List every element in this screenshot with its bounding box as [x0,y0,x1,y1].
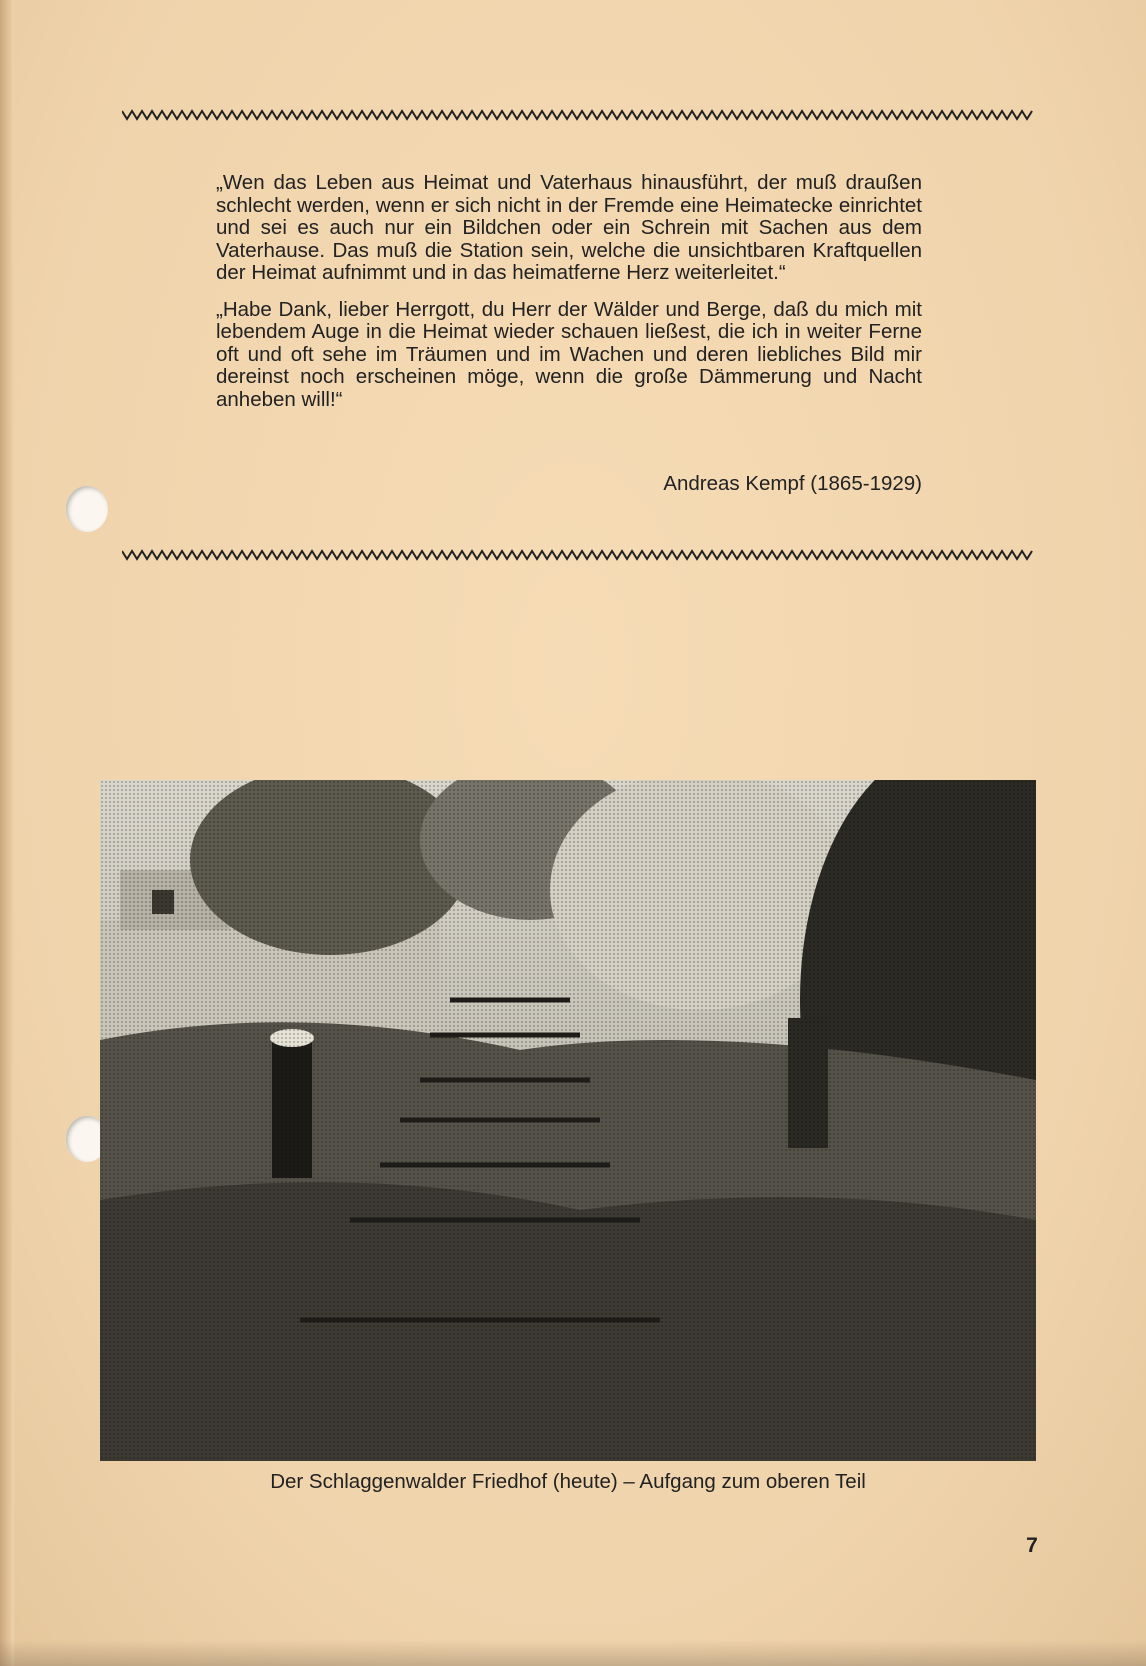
quote-paragraph-2: „Habe Dank, lieber Herrgott, du Herr der Wälder und Berge, daß du mich mit lebendem Auge in die Heimat wieder schauen ließest, die ich in weiter Ferne oft und oft sehe im Träumen und im Wachen und deren liebliches Bild mir dereinst noch erscheinen möge, wenn die große Dämmerung und Nacht anheben will!“ [216,297,922,411]
photo-caption: Der Schlaggenwalder Friedhof (heute) – Aufgang zum oberen Teil [270,1470,866,1493]
quote-paragraph-1: „Wen das Leben aus Heimat und Vaterhaus hinausführt, der muß draußen schlecht werden, wenn er sich nicht in der Fremde eine Heimatecke einrichtet und sei es auch nur ein Bildchen oder ein Schrein mit Sachen aus dem Vaterhause. Das muß die Station sein, welche die unsichtbaren Kraftquellen der Heimat aufnimmt und in das heimatferne Herz weiterleitet.“ [216,171,922,284]
zigzag-divider-bottom [122,548,1034,562]
zigzag-divider-top [122,108,1034,122]
quote-author: Andreas Kempf (1865-1929) [663,472,922,495]
page-left-edge [0,0,14,1666]
quote-block [216,172,922,425]
punch-hole-top [66,486,108,532]
page-bottom-shadow [0,1640,1146,1666]
cemetery-photo [100,780,1036,1461]
page-number: 7 [1026,1534,1038,1557]
